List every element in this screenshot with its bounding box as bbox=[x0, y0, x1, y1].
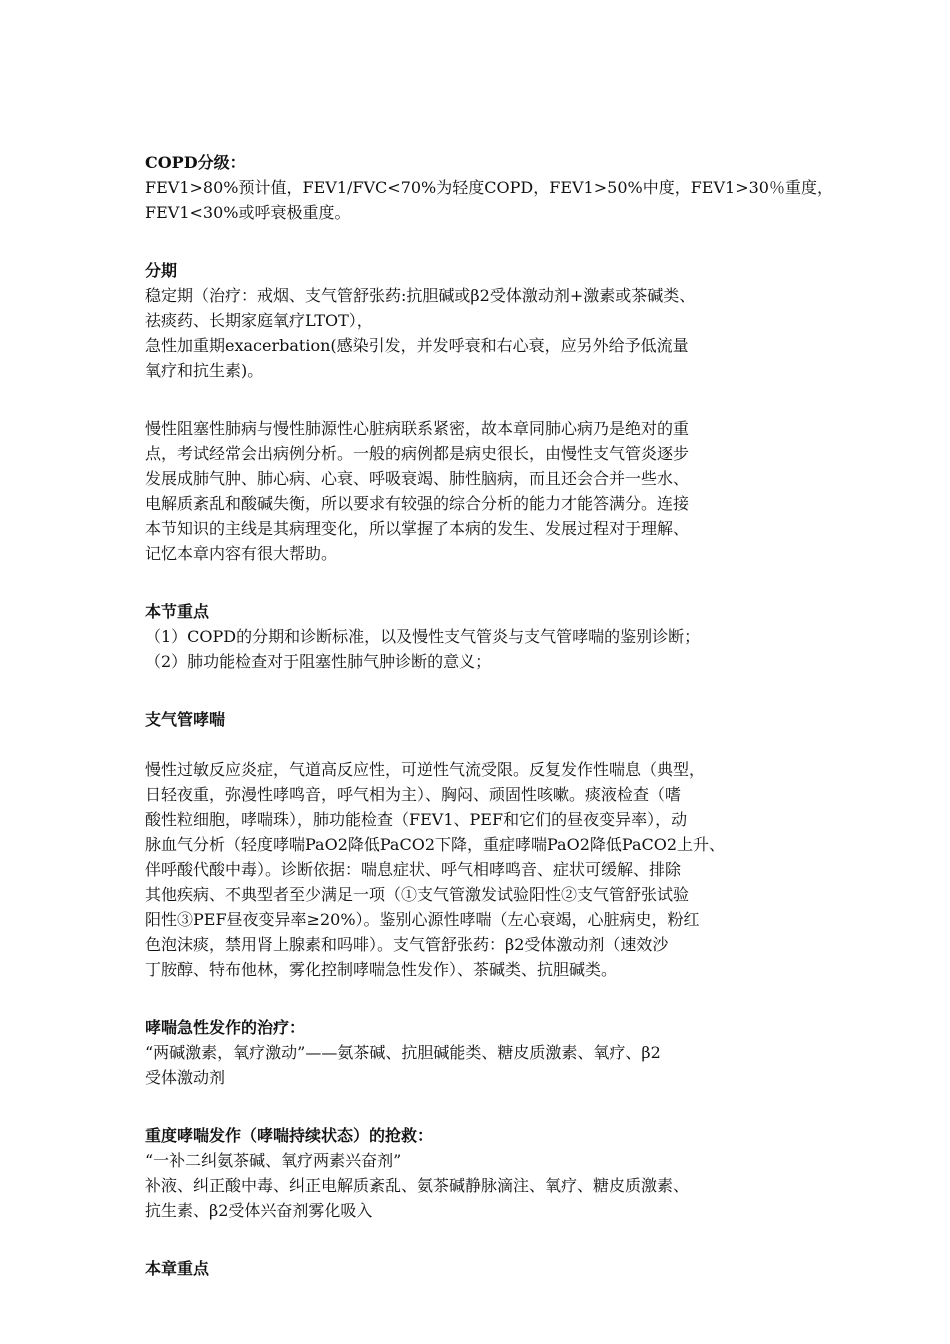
asthma-heading: 支气管哮喘 bbox=[145, 710, 226, 729]
staging-line: 祛痰药、长期家庭氧疗LTOT）， bbox=[145, 311, 373, 330]
staging-line: 急性加重期exacerbation(感染引发，并发呼衰和右心衰，应另外给予低流量 bbox=[145, 336, 689, 355]
severe-rescue-line: “一补二纠氨茶碱、氧疗两素兴奋剂” bbox=[145, 1151, 402, 1170]
spacer bbox=[145, 566, 815, 599]
severe-rescue-heading: 重度哮喘发作（哮喘持续状态）的抢救： bbox=[145, 1126, 434, 1145]
spacer bbox=[145, 982, 815, 1015]
severe-rescue-line: 补液、纠正酸中毒、纠正电解质紊乱、氨茶碱静脉滴注、氧疗、糖皮质激素、 bbox=[145, 1176, 690, 1195]
staging-line: 氧疗和抗生素)。 bbox=[145, 361, 264, 380]
intro-line: 记忆本章内容有很大帮助。 bbox=[145, 544, 338, 563]
spacer bbox=[145, 1223, 815, 1256]
spacer bbox=[145, 674, 815, 707]
chapter-focus-heading: 本章重点 bbox=[145, 1259, 210, 1278]
asthma-line: 其他疾病、不典型者至少满足一项（①支气管激发试验阳性②支气管舒张试验 bbox=[145, 885, 690, 904]
section-focus-item: （1）COPD的分期和诊断标准，以及慢性支气管炎与支气管哮喘的鉴别诊断； bbox=[145, 627, 701, 646]
intro-line: 慢性阻塞性肺病与慢性肺源性心脏病联系紧密，故本章同肺心病乃是绝对的重 bbox=[145, 419, 690, 438]
intro-line: 点，考试经常会出病例分析。一般的病例都是病史很长，由慢性支气管炎逐步 bbox=[145, 444, 690, 463]
asthma-line: 酸性粒细胞，哮喘珠），肺功能检查（FEV1、PEF和它们的昼夜变异率），动 bbox=[145, 810, 688, 829]
asthma-line: 慢性过敏反应炎症，气道高反应性，可逆性气流受限。反复发作性喘息（典型， bbox=[145, 760, 706, 779]
spacer bbox=[145, 225, 815, 258]
spacer bbox=[145, 1090, 815, 1123]
acute-treatment-heading: 哮喘急性发作的治疗： bbox=[145, 1018, 306, 1037]
copd-grading-line: FEV1>80%预计值，FEV1/FVC<70%为轻度COPD，FEV1>50%中度，FEV1>30％重度， bbox=[145, 178, 833, 197]
section-focus-heading: 本节重点 bbox=[145, 602, 210, 621]
staging-line: 稳定期（治疗：戒烟、支气管舒张药:抗胆碱或β2受体激动剂+激素或茶碱类、 bbox=[145, 286, 696, 305]
intro-line: 发展成肺气肿、肺心病、心衰、呼吸衰竭、肺性脑病，而且还会合并一些水、 bbox=[145, 469, 690, 488]
asthma-line: 日轻夜重，弥漫性哮鸣音，呼气相为主）、胸闷、顽固性咳嗽。痰液检查（嗜 bbox=[145, 785, 682, 804]
asthma-line: 丁胺醇、特布他林，雾化控制哮喘急性发作）、茶碱类、抗胆碱类。 bbox=[145, 960, 618, 979]
severe-rescue-line: 抗生素、β2受体兴奋剂雾化吸入 bbox=[145, 1201, 373, 1220]
acute-treatment-line: “两碱激素，氧疗激动”——氨茶碱、抗胆碱能类、糖皮质激素、氧疗、β2 bbox=[145, 1043, 661, 1062]
copd-grading-heading: COPD分级： bbox=[145, 153, 246, 172]
section-focus-item: （2）肺功能检查对于阻塞性肺气肿诊断的意义； bbox=[145, 652, 492, 671]
asthma-line: 脉血气分析（轻度哮喘PaO2降低PaCO2下降，重症哮喘PaO2降低PaCO2上升、 bbox=[145, 835, 726, 854]
staging-heading: 分期 bbox=[145, 261, 178, 280]
intro-line: 本节知识的主线是其病理变化，所以掌握了本病的发生、发展过程对于理解、 bbox=[145, 519, 690, 538]
spacer bbox=[145, 732, 815, 757]
spacer bbox=[145, 383, 815, 416]
asthma-line: 色泡沫痰，禁用肾上腺素和吗啡）。支气管舒张药：β2受体激动剂（速效沙 bbox=[145, 935, 669, 954]
copd-grading-line: FEV1<30%或呼衰极重度。 bbox=[145, 203, 351, 222]
intro-line: 电解质紊乱和酸碱失衡，所以要求有较强的综合分析的能力才能答满分。连接 bbox=[145, 494, 690, 513]
document-page bbox=[145, 150, 833, 1281]
asthma-line: 阳性③PEF昼夜变异率≥20%）。鉴别心源性哮喘（左心衰竭，心脏病史，粉红 bbox=[145, 910, 700, 929]
acute-treatment-line: 受体激动剂 bbox=[145, 1068, 226, 1087]
asthma-line: 伴呼酸代酸中毒）。诊断依据：喘息症状、呼气相哮鸣音、症状可缓解、排除 bbox=[145, 860, 682, 879]
